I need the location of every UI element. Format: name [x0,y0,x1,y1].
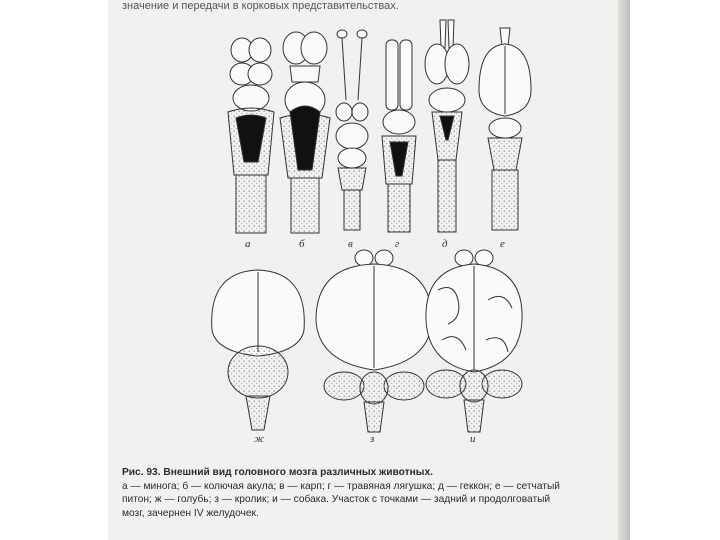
book-page [108,0,628,540]
header-line: значение и передачи в корковых представительствах. [122,0,399,12]
label-zh: ж [254,433,265,445]
label-v: в [348,238,353,250]
brain-carp [336,30,368,230]
label-z: з [370,433,375,445]
label-e: е [500,238,505,250]
label-d: д [442,238,448,250]
label-g: г [395,238,400,250]
label-i: и [470,433,476,445]
caption-title: Рис. 93. Внешний вид головного мозга различных животных. [122,467,433,478]
page-spine-shadow [618,0,630,540]
caption-line-1: а — минога; б — колючая акула; в — карп; г — травяная лягушка; д — геккон; е — сетчатый [122,480,560,492]
brain-lamprey [228,38,274,233]
figure-caption [122,466,612,520]
brain-frog [382,40,416,232]
brain-python [479,28,531,230]
brain-rabbit [316,250,432,432]
caption-line-2: питон; ж — голубь; з — кролик; и — собака. Участок с точками — задний и продолговатый [122,494,551,505]
brain-figure [108,0,628,460]
label-b: б [299,238,305,250]
brain-shark [280,32,330,233]
caption-line-3: мозг, зачернен IV желудочек. [122,507,259,519]
brain-dog [426,250,522,432]
brain-gecko [425,20,469,232]
label-a: а [245,238,251,250]
brain-pigeon [212,270,305,430]
